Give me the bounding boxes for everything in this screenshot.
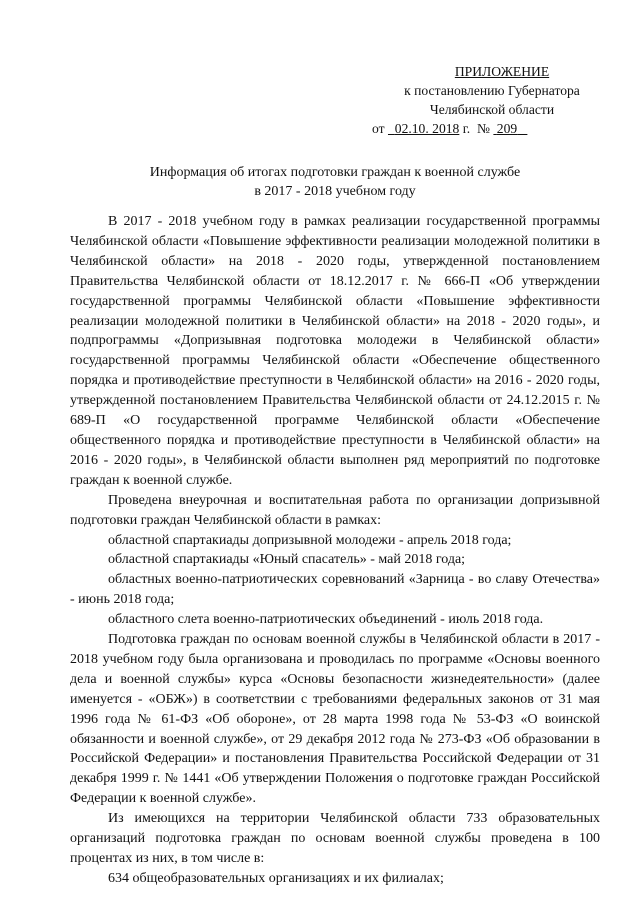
list-item-zarnitsa: областных военно-патриотических соревнований «Зарница - во славу Отечества» - июнь 2018 года; [70,572,600,608]
appendix-line-1: к постановлению Губернатора [404,83,580,98]
paragraph-extracurricular: Проведена внеурочная и воспитательная работа по организации допризывной подготовки граждан Челябинской области в рамках: [70,492,600,528]
list-item-schools: 634 общеобразовательных организациях и их филиалах; [108,870,444,886]
heading-line-1: Информация об итогах подготовки граждан к военной службе [149,165,521,180]
paragraph-organizations: Из имеющихся на территории Челябинской области 733 образовательных организаций подготовка граждан по основам военной службы проведена в 100 процентах из них, в том числе в: [70,811,600,866]
number-prefix: № [477,121,490,136]
appendix-title: ПРИЛОЖЕНИЕ [454,64,550,79]
date-suffix: г. [462,121,471,136]
list-item-spartakiad: областной спартакиады допризывной молодежи - апрель 2018 года; [108,532,512,548]
date-prefix: от [372,121,385,136]
date-value: 02.10. 2018 [394,121,460,136]
appendix-date-line [372,119,612,138]
list-item-rally: областного слета военно-патриотических объединений - июль 2018 года. [108,612,544,628]
list-item-rescuer: областной спартакиады «Юный спасатель» - май 2018 года; [108,552,466,568]
number-value: 209 [496,121,518,136]
document-heading [70,163,600,201]
appendix-line-2: Челябинской области [429,102,555,117]
paragraph-intro: В 2017 - 2018 учебном году в рамках реализации государственной программы Челябинской области «Повышение эффективности реализации молодежной политики в Челябинской области» на 2018 - 2020 годы, утвержденной постановлением Правительства Челябинской области от 18.12.2017 г. № 666-П «Об утверждении государственной программы Челябинской области «Повышение эффективности реализации молодежной политики в Челябинской области» на 2018 - 2020 годы», и подпрограммы «Допризывная подготовка молодежи в Челябинской области» государственной программы Челябинской области «Обеспечение общественного порядка и противодействие преступности в Челябинской области» на 2016 - 2020 годы, утвержденной постановлением Правительства Челябинской области от 24.12.2015 г. № 689-П «О государственной программе Челябинской области «Обеспечение общественного порядка и противодействие преступности в Челябинской области» на 2016 - 2020 годы», в Челябинской области выполнен ряд мероприятий по подготовке граждан к военной службе. [70,214,600,488]
appendix-block [372,62,612,138]
document-body [70,212,600,889]
paragraph-training: Подготовка граждан по основам военной службы в Челябинской области в 2017 - 2018 учебном году была организована и проводилась по программе «Основы военного дела и военной службы» курса «Основы безопасности жизнедеятельности» (далее именуется - «ОБЖ») в соответствии с требованиями федеральных законов от 31 мая 1996 года № 61-ФЗ «Об обороне», от 28 марта 1998 года № 53-ФЗ «О воинской обязанности и военной службе», от 29 декабря 2012 года № 273-ФЗ «Об образовании в Российской Федерации» и постановления Правительства Российской Федерации от 31 декабря 1999 г. № 1441 «Об утверждении Положения о подготовке граждан Российской Федерации к военной службе». [70,632,600,807]
heading-line-2: в 2017 - 2018 учебном году [254,184,416,199]
